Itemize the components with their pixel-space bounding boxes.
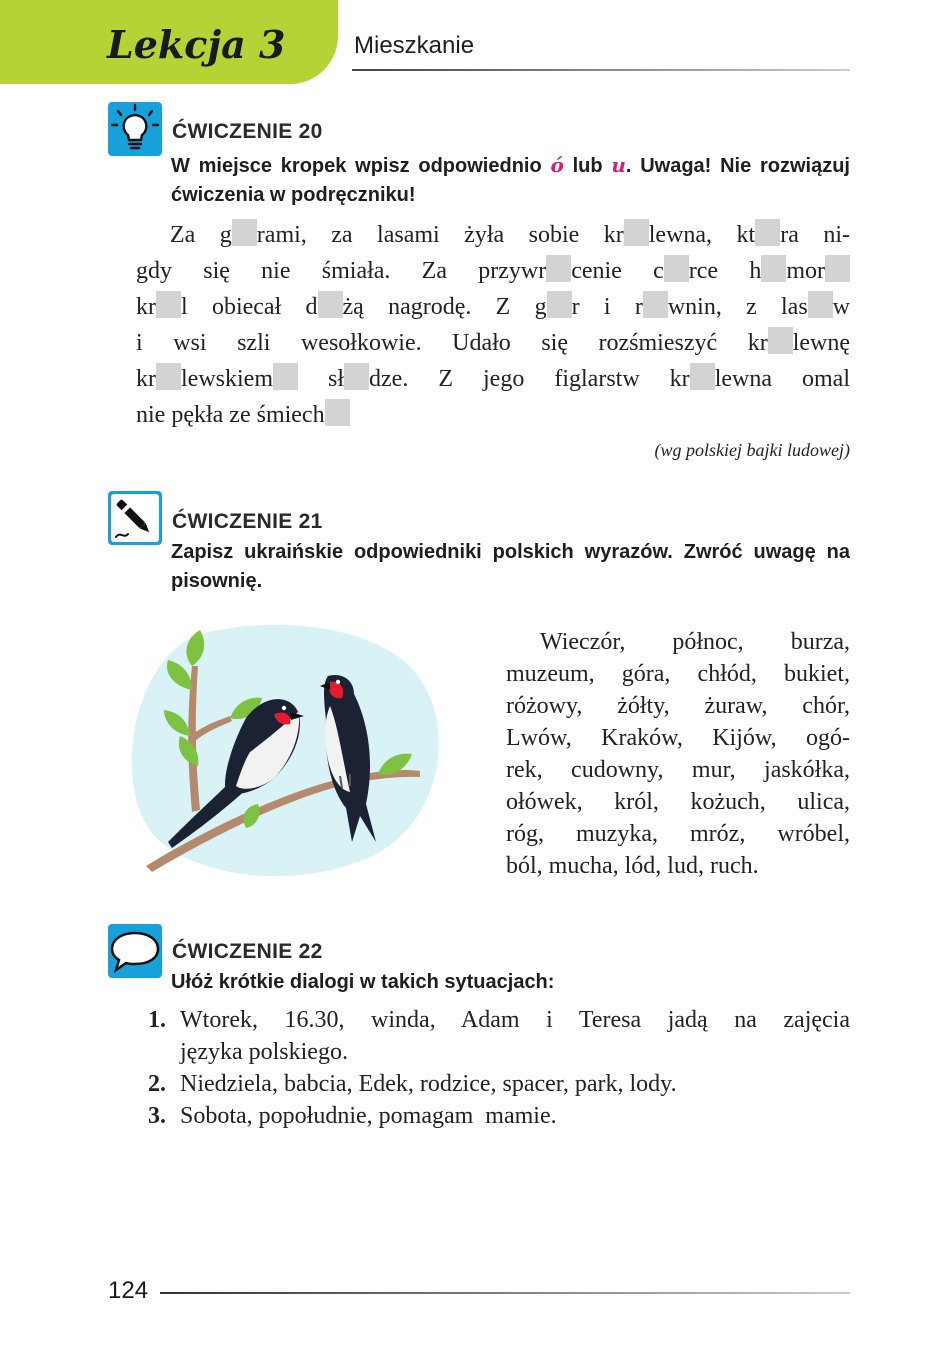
item-number: 3.	[148, 1103, 166, 1129]
pen-icon	[108, 491, 162, 545]
blank-gap[interactable]	[808, 291, 833, 318]
text-line: kr lewskiem sł dze. Z jego figlarstw kr lewna omal	[136, 361, 850, 397]
blank-gap[interactable]	[547, 291, 572, 318]
blank-gap[interactable]	[664, 255, 689, 282]
blank-gap[interactable]	[825, 255, 850, 282]
blank-gap[interactable]	[624, 219, 649, 246]
lesson-topic: Mieszkanie	[354, 32, 475, 59]
blank-gap[interactable]	[273, 363, 298, 390]
word-line: ołówek, król, kożuch, ulica,	[506, 789, 850, 815]
text-line: kr l obiecał d żą nagrodę. Z g r i r wnin, z las w	[136, 289, 850, 325]
item-text-continued: języka polskiego.	[180, 1039, 348, 1065]
exercise-21-title: ĆWICZENIE 21	[172, 510, 323, 533]
header-divider	[352, 69, 850, 71]
list-item	[148, 1004, 850, 1068]
exercise-20-text	[136, 217, 850, 433]
letter-u: u	[611, 153, 626, 177]
word-line: ból, mucha, lód, lud, ruch.	[506, 853, 759, 879]
speech-bubble-icon	[108, 924, 162, 978]
word-line: róg, muzyka, mróz, wróbel,	[506, 821, 850, 847]
blank-gap[interactable]	[156, 291, 181, 318]
blank-gap[interactable]	[156, 363, 181, 390]
blank-gap[interactable]	[761, 255, 786, 282]
item-number: 2.	[148, 1071, 166, 1097]
item-number: 1.	[148, 1007, 166, 1033]
blank-gap[interactable]	[344, 363, 369, 390]
exercise-22-list	[148, 1004, 850, 1132]
text-line: Za g rami, za lasami żyła sobie kr lewna, kt ra ni-	[136, 217, 850, 253]
blank-gap[interactable]	[546, 255, 571, 282]
text-line: gdy się nie śmiała. Za przywr cenie c rce h mor	[136, 253, 850, 289]
blank-gap[interactable]	[690, 363, 715, 390]
blank-gap[interactable]	[768, 327, 793, 354]
blank-gap[interactable]	[232, 219, 257, 246]
blank-gap[interactable]	[325, 399, 350, 426]
text-line: nie pękła ze śmiech	[136, 397, 850, 433]
exercise-21-word-list	[506, 626, 850, 882]
list-item	[148, 1068, 850, 1100]
letter-o: ó	[550, 153, 564, 177]
word-line: różowy, żółty, żuraw, chór,	[506, 693, 850, 719]
word-line: Lwów, Kraków, Kijów, ogó-	[506, 725, 850, 751]
exercise-20-instruction: W miejsce kropek wpisz odpowiednio ó lub u. Uwaga! Nie rozwiązuj ćwiczenia w podręczniku!	[171, 153, 850, 206]
source-note: (wg polskiej bajki ludowej)	[654, 440, 850, 460]
exercise-22-instruction: Ułóż krótkie dialogi w takich sytuacjach:	[171, 971, 555, 993]
exercise-22-title: ĆWICZENIE 22	[172, 940, 323, 963]
word-line: Wieczór, północ, burza,	[540, 629, 850, 655]
word-line: muzeum, góra, chłód, bukiet,	[506, 661, 850, 687]
page-number: 124	[108, 1277, 149, 1304]
blank-gap[interactable]	[318, 291, 343, 318]
item-text: Wtorek, 16.30, winda, Adam i Teresa jadą na zajęcia	[180, 1007, 850, 1033]
lesson-title: Lekcja 3	[107, 22, 286, 67]
item-text: Niedziela, babcia, Edek, rodzice, spacer, park, lody.	[180, 1071, 677, 1097]
swallows-illustration	[128, 616, 448, 886]
blank-gap[interactable]	[643, 291, 668, 318]
blank-gap[interactable]	[755, 219, 780, 246]
exercise-20-title: ĆWICZENIE 20	[172, 120, 323, 143]
list-item	[148, 1100, 850, 1132]
lightbulb-icon	[108, 102, 162, 156]
exercise-21-instruction: Zapisz ukraińskie odpowiedniki polskich wyrazów. Zwróć uwagę na pisownię.	[171, 541, 850, 592]
footer-divider	[160, 1292, 850, 1294]
word-line: rek, cudowny, mur, jaskółka,	[506, 757, 850, 783]
text-line: i wsi szli wesołkowie. Udało się rozśmieszyć kr lewnę	[136, 325, 850, 361]
item-text: Sobota, popołudnie, pomagam mamie.	[180, 1103, 557, 1129]
